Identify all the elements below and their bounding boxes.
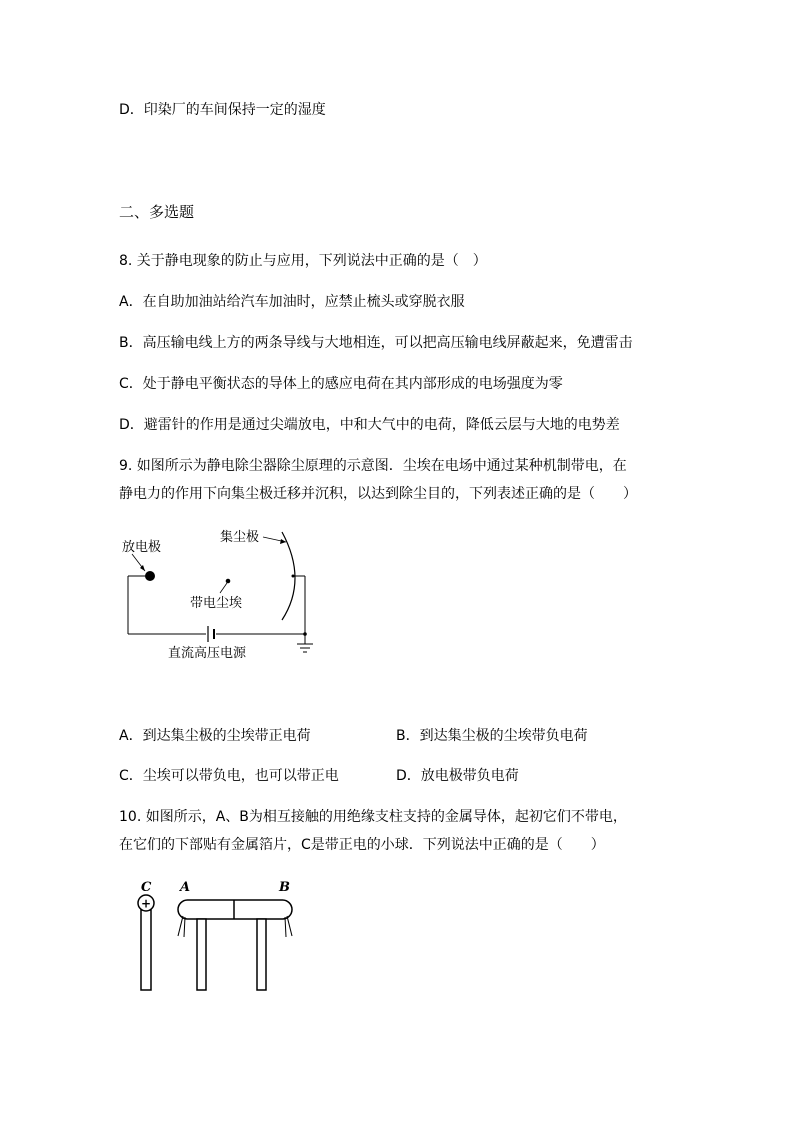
q9-stem-line2: 静电力的作用下向集尘极迁移并沉积，以达到除尘目的，下列表述正确的是（ ）	[119, 486, 637, 502]
foil-b-right	[287, 916, 292, 936]
q8-option-c: C．处于静电平衡状态的导体上的感应电荷在其内部形成的电场强度为零	[119, 376, 563, 392]
q7-option-d: D．印染厂的车间保持一定的湿度	[119, 102, 326, 118]
post-b	[257, 919, 266, 990]
label-discharge-electrode: 放电极	[122, 540, 162, 555]
q10-stem-line1: 10. 如图所示，A、B为相互接触的用绝缘支柱支持的金属导体，起初它们不带电，	[119, 809, 627, 825]
label-collector: 集尘极	[220, 530, 260, 545]
conductor-ab	[178, 900, 292, 919]
q9-option-a: A．到达集尘极的尘埃带正电荷	[119, 728, 311, 744]
label-power-supply: 直流高压电源	[168, 646, 247, 661]
section-title: 二、多选题	[119, 203, 195, 221]
collector-arrowhead-icon	[280, 539, 286, 544]
q9-option-c: C．尘埃可以带负电，也可以带正电	[119, 768, 339, 784]
q8-option-a: A．在自助加油站给汽车加油时，应禁止梳头或穿脱衣服	[119, 294, 465, 310]
label-b: B	[279, 880, 290, 895]
conductors-diagram	[130, 876, 310, 996]
plus-sign: +	[140, 896, 152, 911]
foil-a-right	[184, 917, 185, 937]
dust-pointer	[220, 583, 227, 593]
q9-option-b: B．到达集尘极的尘埃带负电荷	[396, 728, 588, 744]
dust-particle-icon	[226, 579, 231, 584]
foil-a-left	[178, 916, 183, 936]
discharge-electrode-icon	[145, 571, 155, 581]
label-charged-dust: 带电尘埃	[190, 596, 243, 611]
q8-stem: 8. 关于静电现象的防止与应用，下列说法中正确的是（ ）	[119, 253, 487, 269]
label-c: C	[141, 880, 152, 895]
label-a: A	[180, 880, 191, 895]
ball-c-stand	[141, 910, 151, 990]
q8-option-b: B．高压输电线上方的两条导线与大地相连，可以把高压输电线屏蔽起来，免遭雷击	[119, 335, 633, 351]
q8-option-d: D．避雷针的作用是通过尖端放电，中和大气中的电荷，降低云层与大地的电势差	[119, 417, 620, 433]
foil-b-left	[285, 917, 286, 937]
post-a	[197, 919, 206, 990]
q9-stem-line1: 9. 如图所示为静电除尘器除尘原理的示意图．尘埃在电场中通过某种机制带电，在	[119, 458, 627, 474]
q9-option-d: D．放电极带负电荷	[396, 768, 519, 784]
precipitator-diagram	[110, 520, 330, 665]
q10-stem-line2: 在它们的下部贴有金属箔片，C是带正电的小球．下列说法中正确的是（ ）	[119, 837, 605, 853]
collector-junction	[292, 575, 295, 578]
